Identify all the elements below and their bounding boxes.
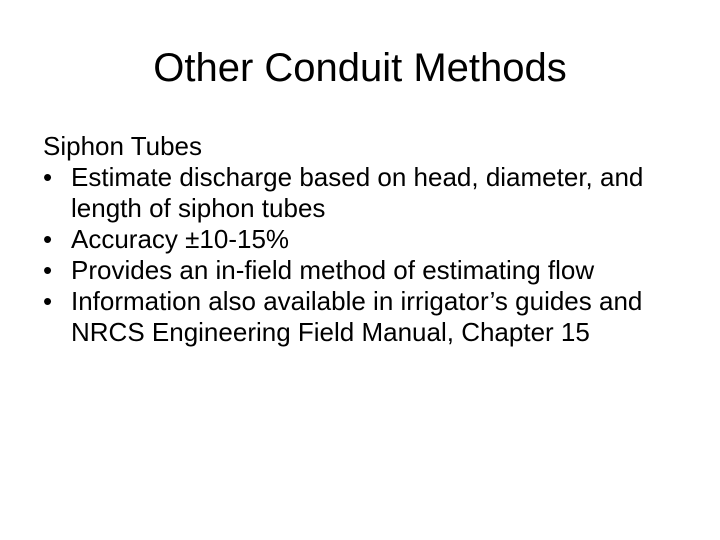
bullet-marker: •	[43, 255, 53, 285]
bullet-item	[43, 224, 683, 255]
bullet-item	[43, 286, 683, 348]
bullet-text: Estimate discharge based on head, diameter, and length of siphon tubes	[71, 162, 644, 223]
bullet-text: Provides an in-field method of estimating flow	[71, 255, 595, 285]
section-heading: Siphon Tubes	[43, 131, 203, 161]
bullet-text: Information also available in irrigator’s guides and NRCS Engineering Field Manual, Chapter 15	[71, 286, 643, 347]
slide-title: Other Conduit Methods	[153, 46, 567, 90]
slide-body	[43, 131, 683, 348]
bullet-list	[43, 162, 683, 348]
bullet-text: Accuracy ±10-15%	[71, 224, 290, 254]
bullet-item	[43, 255, 683, 286]
bullet-marker: •	[43, 286, 53, 316]
bullet-item	[43, 162, 683, 224]
bullet-marker: •	[43, 162, 53, 192]
bullet-marker: •	[43, 224, 53, 254]
